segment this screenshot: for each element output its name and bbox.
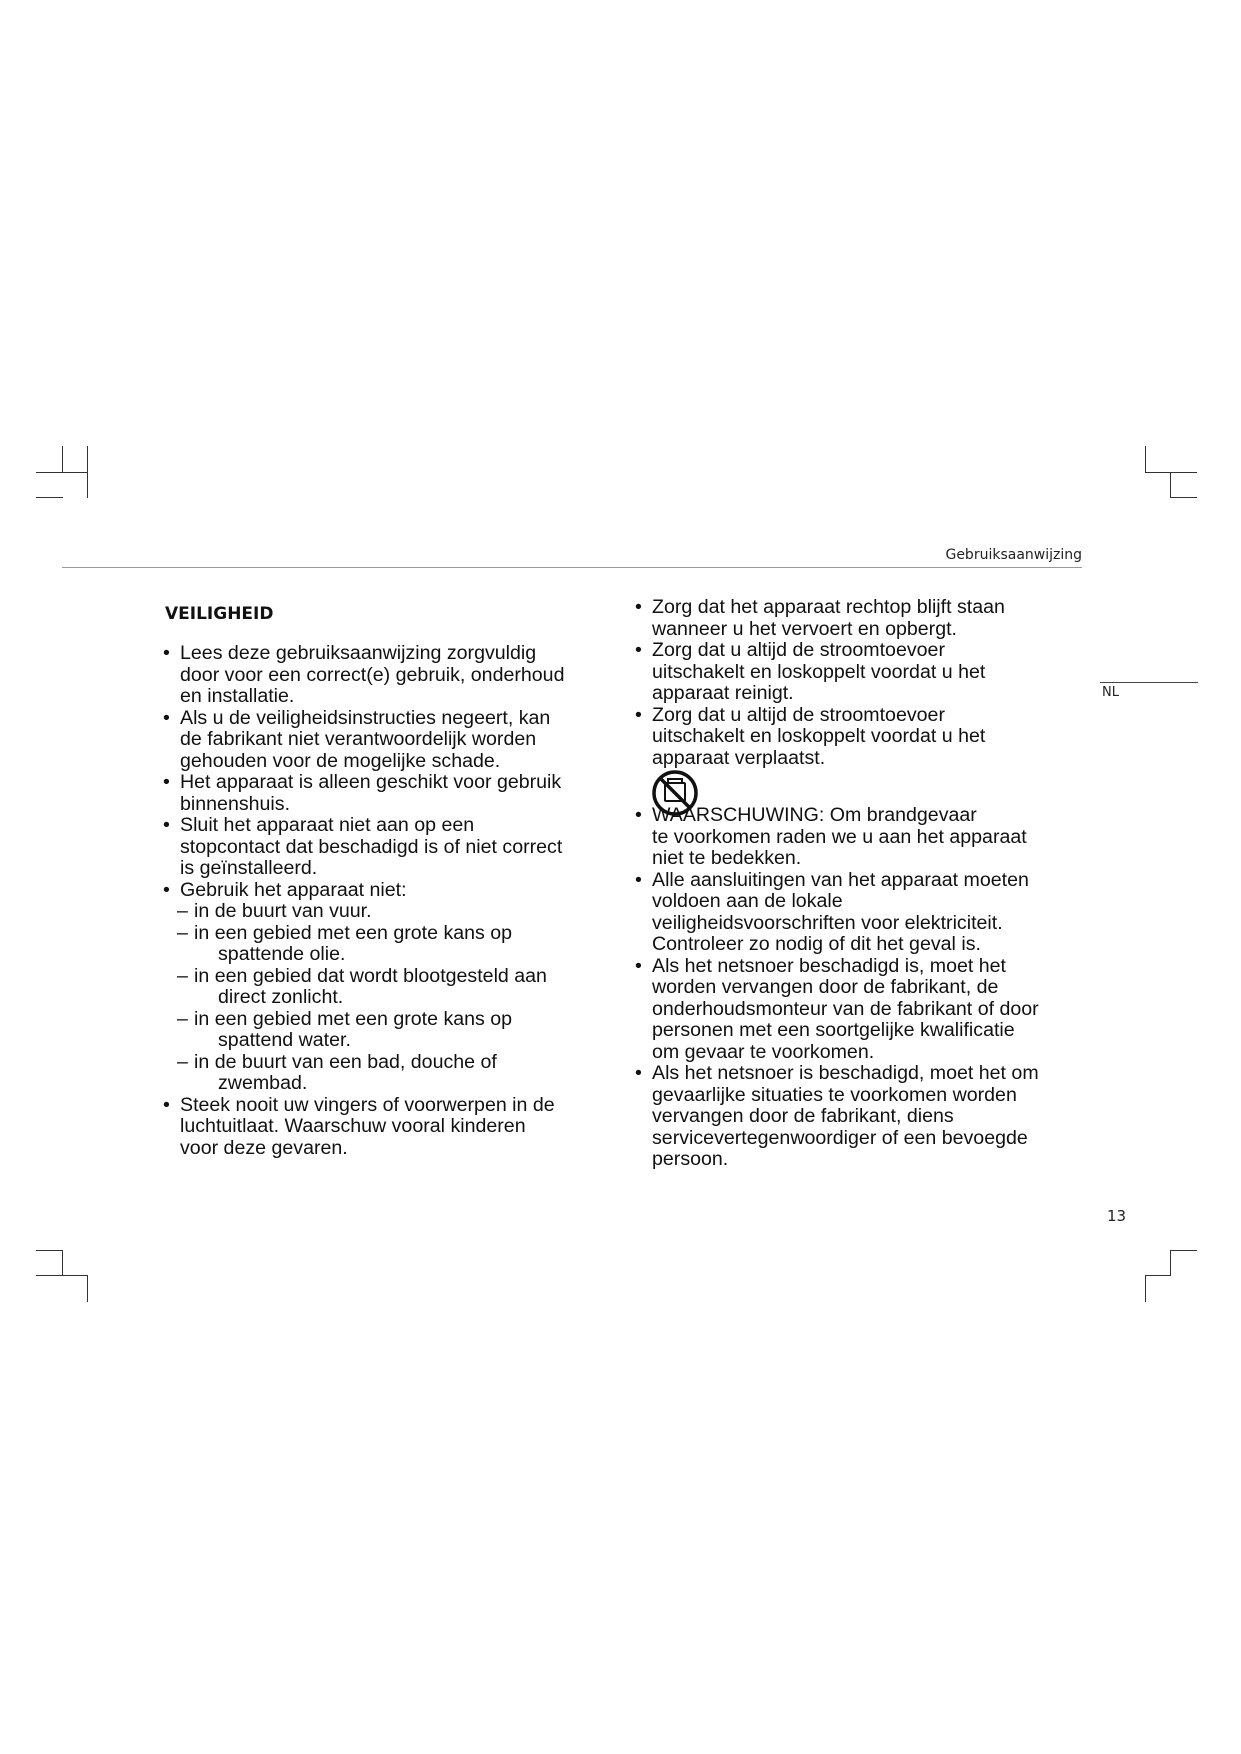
item-line: in de buurt van een bad, douche of bbox=[194, 1050, 497, 1073]
item-line: spattend water. bbox=[218, 1029, 351, 1051]
item-line: niet te bedekken. bbox=[652, 847, 802, 869]
dash-marker: – bbox=[177, 900, 188, 922]
item-line: veiligheidsvoorschriften voor elektriciteit. bbox=[652, 911, 1003, 934]
item-line: luchtuitlaat. Waarschuw vooral kinderen bbox=[180, 1115, 526, 1137]
warning-icon-gap bbox=[635, 769, 1095, 805]
sub-list-item bbox=[163, 1009, 618, 1052]
do-not-cover-icon bbox=[651, 769, 699, 817]
item-line: gehouden voor de mogelijke schade. bbox=[180, 749, 501, 772]
item-line: Sluit het apparaat niet aan op een bbox=[180, 814, 475, 836]
bullet-item bbox=[163, 1095, 618, 1160]
item-line: uitschakelt en loskoppelt voordat u het bbox=[652, 725, 986, 747]
bullet-marker: • bbox=[163, 878, 170, 901]
item-line: Lees deze gebruiksaanwijzing zorgvuldig bbox=[180, 642, 537, 664]
item-line: te voorkomen raden we u aan het apparaat bbox=[652, 825, 1027, 848]
item-line: in een gebied dat wordt blootgesteld aan bbox=[194, 964, 547, 987]
item-line: direct zonlicht. bbox=[218, 986, 344, 1008]
item-line: om gevaar te voorkomen. bbox=[652, 1040, 875, 1063]
item-line: Het apparaat is alleen geschikt voor gebruik bbox=[180, 771, 562, 793]
item-line: stopcontact dat beschadigd is of niet correct bbox=[180, 835, 563, 858]
bullet-item bbox=[163, 880, 618, 902]
bullet-item bbox=[635, 597, 1095, 640]
item-line: apparaat verplaatst. bbox=[652, 746, 826, 769]
bullet-marker: • bbox=[163, 706, 170, 729]
item-line: apparaat reinigt. bbox=[652, 682, 794, 704]
dash-marker: – bbox=[177, 964, 188, 987]
sub-list-item bbox=[163, 901, 618, 923]
item-line: Zorg dat u altijd de stroomtoevoer bbox=[652, 703, 945, 726]
sub-list-item bbox=[163, 923, 618, 966]
dash-marker: – bbox=[177, 1007, 188, 1030]
bullet-marker: • bbox=[635, 596, 642, 618]
item-line: onderhoudsmonteur van de fabrikant of door bbox=[652, 997, 1039, 1020]
item-line: Zorg dat het apparaat rechtop blijft staan bbox=[652, 596, 1005, 618]
dash-marker: – bbox=[177, 921, 188, 944]
item-line: voor deze gevaren. bbox=[180, 1136, 348, 1159]
bullet-item bbox=[635, 1063, 1095, 1171]
bullet-item bbox=[163, 643, 618, 708]
item-line: spattende olie. bbox=[218, 943, 346, 965]
item-line: is geïnstalleerd. bbox=[180, 857, 318, 879]
item-line: gevaarlijke situaties te voorkomen worden bbox=[652, 1083, 1017, 1106]
bullet-marker: • bbox=[635, 804, 642, 826]
item-line: zwembad. bbox=[218, 1072, 308, 1094]
item-line: voldoen aan de lokale bbox=[652, 890, 843, 912]
bullet-item bbox=[635, 640, 1095, 705]
item-line: in een gebied met een grote kans op bbox=[194, 921, 513, 944]
header-title: Gebruiksaanwijzing bbox=[945, 547, 1082, 563]
item-line: Controleer zo nodig of dit het geval is. bbox=[652, 933, 981, 955]
bullet-item bbox=[163, 772, 618, 815]
item-line: Als het netsnoer is beschadigd, moet het om bbox=[652, 1062, 1039, 1084]
bullet-marker: • bbox=[635, 639, 642, 661]
item-line: vervangen door de fabrikant, diens bbox=[652, 1105, 954, 1127]
item-line: Alle aansluitingen van het apparaat moeten bbox=[652, 868, 1029, 891]
sub-list-item bbox=[163, 966, 618, 1009]
bullet-marker: • bbox=[635, 868, 642, 891]
header-rule bbox=[62, 567, 1082, 568]
item-line: worden vervangen door de fabrikant, de bbox=[652, 976, 999, 998]
sub-list-item bbox=[163, 1052, 618, 1095]
left-column bbox=[163, 643, 618, 1159]
bullet-marker: • bbox=[635, 1062, 642, 1084]
bullet-marker: • bbox=[163, 642, 170, 664]
bullet-marker: • bbox=[635, 703, 642, 726]
language-tab-rule bbox=[1100, 682, 1198, 683]
item-line: de fabrikant niet verantwoordelijk worden bbox=[180, 728, 537, 750]
item-line: en installatie. bbox=[180, 685, 295, 707]
bullet-item bbox=[635, 870, 1095, 956]
item-line: Als u de veiligheidsinstructies negeert, kan bbox=[180, 706, 551, 729]
dash-marker: – bbox=[177, 1050, 188, 1073]
bullet-marker: • bbox=[635, 954, 642, 977]
bullet-item bbox=[163, 708, 618, 773]
item-line: uitschakelt en loskoppelt voordat u het bbox=[652, 660, 986, 683]
item-line: persoon. bbox=[652, 1148, 729, 1170]
right-column bbox=[635, 597, 1095, 1171]
bullet-item bbox=[635, 705, 1095, 770]
bullet-item bbox=[635, 805, 1095, 870]
item-line: servicevertegenwoordiger of een bevoegde bbox=[652, 1126, 1028, 1149]
item-line: in de buurt van vuur. bbox=[194, 900, 372, 922]
item-line: door voor een correct(e) gebruik, onderhoud bbox=[180, 663, 565, 686]
item-line: in een gebied met een grote kans op bbox=[194, 1007, 513, 1030]
item-line: Steek nooit uw vingers of voorwerpen in de bbox=[180, 1093, 555, 1116]
item-line: personen met een soortgelijke kwalificatie bbox=[652, 1019, 1015, 1041]
item-line: Als het netsnoer beschadigd is, moet het bbox=[652, 954, 1006, 977]
bullet-marker: • bbox=[163, 814, 170, 836]
bullet-item bbox=[163, 815, 618, 880]
page-number: 13 bbox=[1107, 1207, 1127, 1225]
item-line: Zorg dat u altijd de stroomtoevoer bbox=[652, 639, 945, 661]
bullet-marker: • bbox=[163, 771, 170, 793]
section-heading: VEILIGHEID bbox=[165, 604, 274, 624]
item-line: wanneer u het vervoert en opbergt. bbox=[652, 617, 957, 640]
bullet-item bbox=[635, 956, 1095, 1064]
item-line: WAARSCHUWING: Om brandgevaar bbox=[652, 804, 977, 826]
item-line: binnenshuis. bbox=[180, 792, 291, 815]
language-tab: NL bbox=[1102, 685, 1119, 700]
item-line: Gebruik het apparaat niet: bbox=[180, 878, 407, 901]
bullet-marker: • bbox=[163, 1093, 170, 1116]
